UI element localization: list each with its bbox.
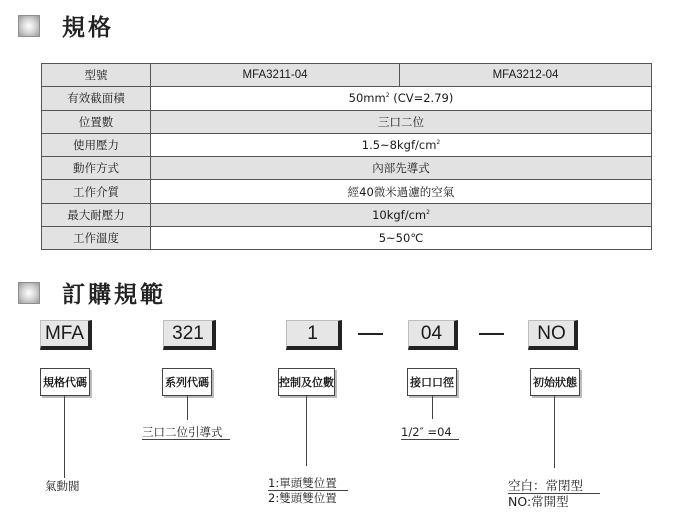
note-underline (268, 490, 348, 491)
spec-row-label: 工作溫度 (42, 227, 151, 250)
spec-row-label: 有效截面積 (42, 87, 151, 110)
separator-dash (479, 333, 504, 335)
spec-row-value: $1.5\sim 8kgf/cm^2$ (151, 133, 652, 156)
spec-row-positions (42, 110, 652, 133)
spec-row-max-pressure (42, 203, 652, 226)
spec-row-temperature (42, 227, 652, 250)
note-underline (401, 439, 459, 440)
code-box-no: NO (528, 320, 578, 350)
connector-line (64, 396, 65, 478)
section-marker-icon (18, 282, 40, 304)
note-state-line-2: NO:常開型 (508, 494, 569, 509)
spec-row-value: $50mm^2$ (CV=2.79) (151, 87, 652, 110)
code-box-321: 321 (163, 320, 216, 350)
spec-section-heading (18, 9, 114, 42)
label-port-size: 接口口徑 (407, 368, 457, 396)
connector-line (306, 396, 307, 466)
note-underline (142, 439, 230, 440)
note-state-line-1: 空白：常閉型 (508, 478, 584, 493)
code-box-1: 1 (286, 320, 342, 350)
note-control-line-2: 2:雙頭雙位置 (268, 491, 337, 505)
spec-row-label: 動作方式 (42, 157, 151, 180)
section-marker-icon (18, 15, 40, 37)
connector-line (432, 396, 433, 419)
spec-row-effective-area (42, 87, 652, 110)
order-section-heading (18, 276, 166, 309)
separator-dash (358, 333, 383, 335)
spec-row-value: 5~50℃ (151, 227, 652, 250)
note-pneumatic-valve: 氣動閥 (45, 479, 80, 493)
spec-row-value: $10kgf/cm^2$ (151, 203, 652, 226)
code-box-04: 04 (408, 320, 458, 350)
spec-row-value: 經40微米過濾的空氣 (151, 180, 652, 203)
spec-row-label: 工作介質 (42, 180, 151, 203)
spec-header-model-1: MFA3211-04 (151, 64, 400, 87)
note-series: 三口二位引導式 (142, 425, 223, 439)
connector-line (187, 396, 188, 420)
spec-row-label: 使用壓力 (42, 133, 151, 156)
label-initial-state: 初始狀態 (530, 368, 580, 396)
spec-row-label: 最大耐壓力 (42, 203, 151, 226)
spec-row-value: 內部先導式 (151, 157, 652, 180)
spec-header-row (42, 64, 652, 87)
note-port-size: 1/2″ =04 (401, 425, 452, 439)
spec-table (41, 63, 652, 250)
spec-row-working-pressure (42, 133, 652, 156)
spec-section-title: 規格 (62, 15, 114, 41)
spec-row-value: 三口二位 (151, 110, 652, 133)
connector-line (554, 396, 555, 468)
spec-header-model-2: MFA3212-04 (400, 64, 652, 87)
label-control-positions: 控制及位數 (278, 368, 335, 396)
spec-row-medium (42, 180, 652, 203)
spec-row-actuation (42, 157, 652, 180)
spec-row-label: 位置數 (42, 110, 151, 133)
spec-header-label: 型號 (42, 64, 151, 87)
note-control-line-1: 1:單頭雙位置 (268, 476, 337, 490)
order-section-title: 訂購規範 (62, 282, 166, 308)
code-box-mfa: MFA (40, 320, 92, 350)
label-series-code: 系列代碼 (162, 368, 212, 396)
label-spec-code: 規格代碼 (40, 368, 90, 396)
note-underline (508, 493, 600, 494)
